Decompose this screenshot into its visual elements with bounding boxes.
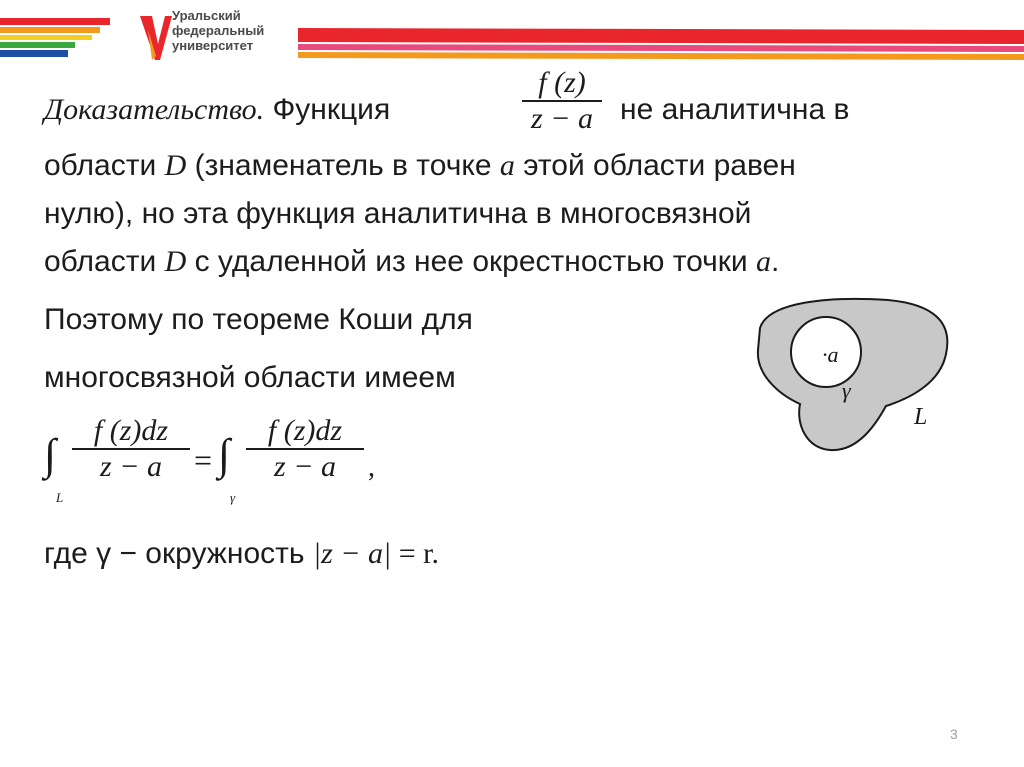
fraction-denominator: z − a [531, 102, 593, 135]
fraction-numerator: f (z) [538, 66, 586, 99]
ural-logo-icon [140, 16, 172, 60]
stripe-right-red [298, 28, 1024, 44]
stripe-red [0, 18, 110, 25]
abs-value-expression: |z − a| [312, 537, 392, 570]
integral-formula [40, 412, 380, 522]
point-label: ·a [822, 342, 839, 367]
line-5: Поэтому по теореме Коши для [44, 303, 473, 336]
page-number: 3 [950, 726, 958, 742]
line-2: области D (знаменатель в точке a этой области равен [44, 149, 796, 182]
formula-comma: , [368, 452, 375, 483]
integral-sub-right: γ [230, 490, 236, 505]
line-1-tail: не аналитична в [620, 93, 850, 126]
stripe-orange [0, 27, 100, 33]
university-name: Уральский федеральный университет [172, 8, 265, 53]
integral-sub-left: L [56, 490, 64, 505]
outer-label: L [914, 404, 928, 430]
stripe-blue [0, 50, 68, 57]
integral-sign-right: ∫ [218, 430, 231, 479]
domain-figure [748, 294, 958, 456]
line-3: нулю), но эта функция аналитична в многосвязной [44, 197, 752, 230]
equals-sign: = [194, 442, 213, 478]
integral-sign-left: ∫ [44, 430, 57, 479]
stripe-green [0, 42, 75, 48]
stripe-right-pink [298, 44, 1024, 52]
integral-fraction-right: f (z)dz z − a [246, 414, 364, 484]
header-banner [0, 0, 1024, 70]
line-1: Доказательство. Функция [44, 93, 391, 126]
stripe-yellow [0, 35, 92, 40]
gamma-label: γ [842, 378, 851, 403]
line-7: где γ − окружность |z − a| = r. [44, 537, 440, 570]
line-4: области D с удаленной из нее окрестностью точки a. [44, 245, 780, 278]
inline-fraction [522, 66, 602, 136]
line-6: многосвязной области имеем [44, 361, 456, 394]
stripe-right-orange [298, 52, 1024, 60]
proof-label: Доказательство. [44, 93, 265, 126]
integral-fraction-left: f (z)dz z − a [72, 414, 190, 484]
